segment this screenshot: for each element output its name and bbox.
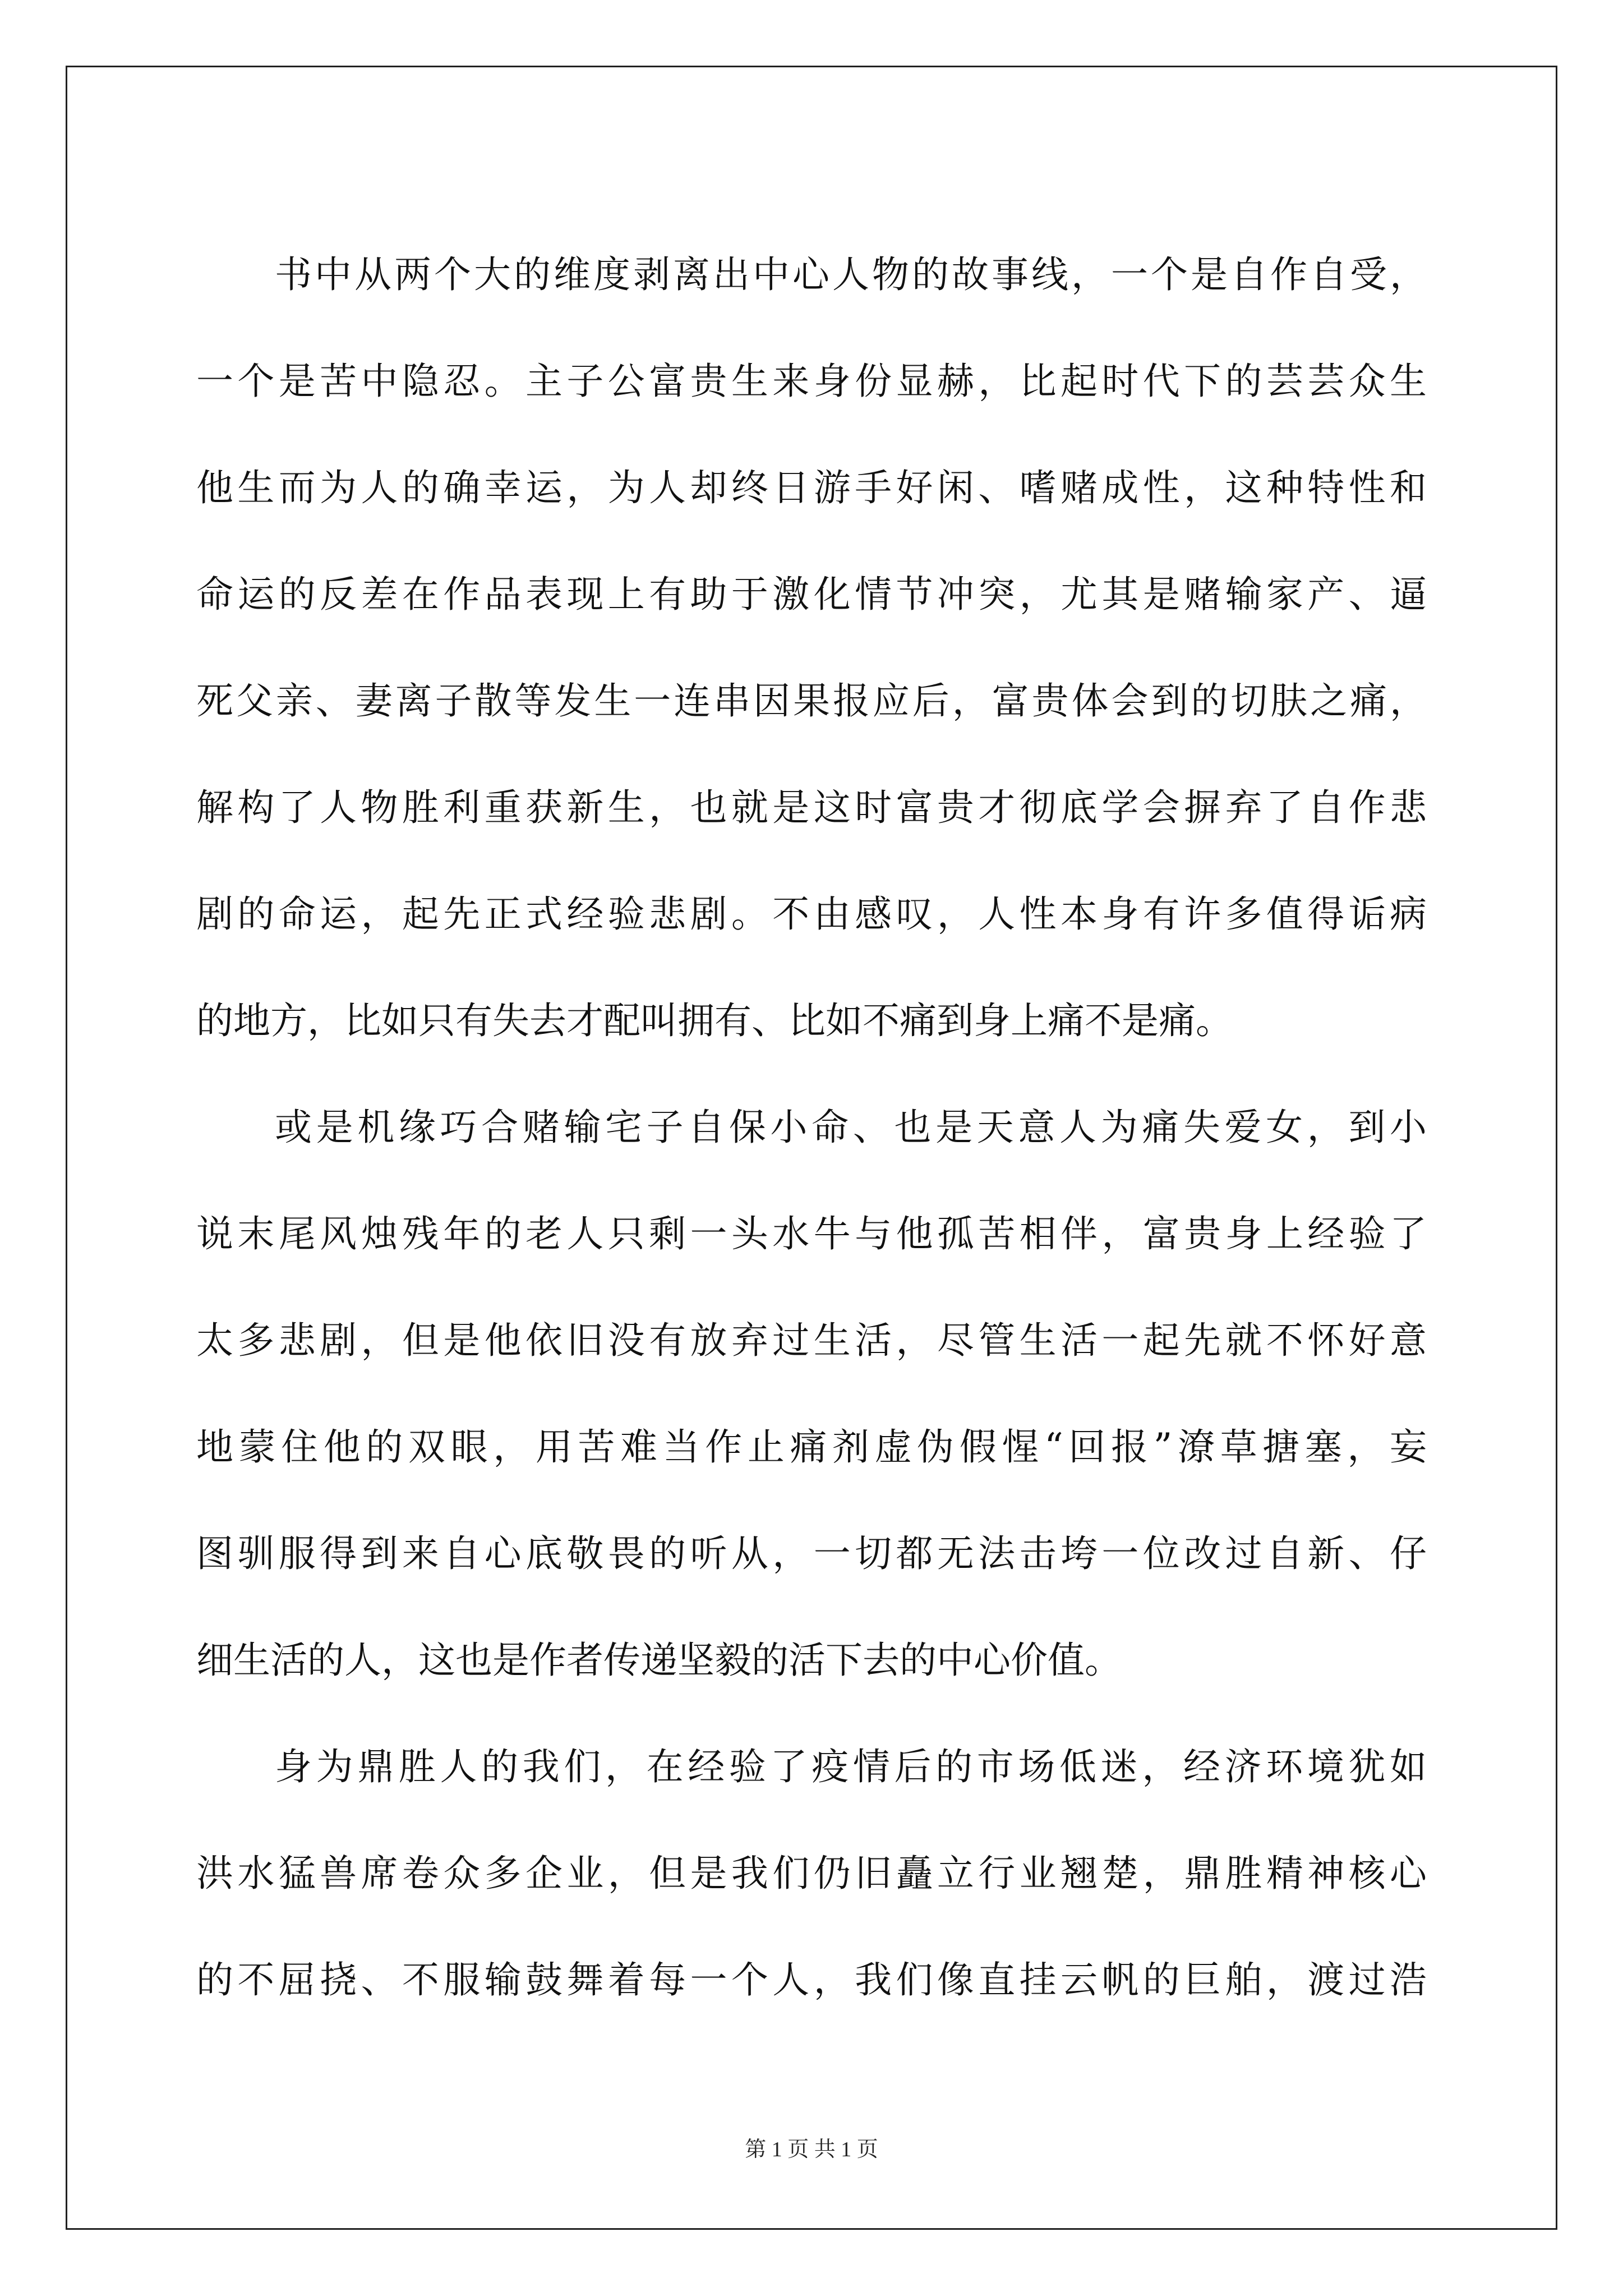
text-line: 剧的命运，起先正式经验悲剧。不由感叹，人性本身有许多值得诟病 [196, 892, 1427, 936]
text-line: 说末尾风烛残年的老人只剩一头水牛与他孤苦相伴，富贵身上经验了 [196, 1212, 1427, 1255]
text-line: 洪水猛兽席卷众多企业，但是我们仍旧矗立行业翘楚，鼎胜精神核心 [196, 1852, 1427, 1895]
text-line: 图驯服得到来自心底敬畏的听从，一切都无法击垮一位改过自新、仔 [196, 1532, 1427, 1575]
document-body [196, 222, 1427, 2033]
text-line: 他生而为人的确幸运，为人却终日游手好闲、嗜赌成性，这种特性和 [196, 466, 1427, 509]
text-line: 死父亲、妻离子散等发生一连串因果报应后，富贵体会到的切肤之痛， [196, 679, 1427, 723]
text-line: 的地方，比如只有失去才配叫拥有、比如不痛到身上痛不是痛。 [196, 999, 1233, 1042]
text-line: 身为鼎胜人的我们，在经验了疫情后的市场低迷，经济环境犹如 [275, 1745, 1427, 1788]
text-line: 的不屈挠、不服输鼓舞着每一个人，我们像直挂云帆的巨舶，渡过浩 [196, 1958, 1427, 2001]
text-line: 命运的反差在作品表现上有助于激化情节冲突，尤其是赌输家产、逼 [196, 573, 1427, 616]
text-line: 或是机缘巧合赌输宅子自保小命、也是天意人为痛失爱女，到小 [275, 1106, 1427, 1149]
text-line: 解构了人物胜利重获新生，也就是这时富贵才彻底学会摒弃了自作悲 [196, 786, 1427, 829]
page-footer: 第 1 页 共 1 页 [745, 2138, 878, 2161]
text-line: 地蒙住他的双眼，用苦难当作止痛剂虚伪假惺“回报”潦草搪塞，妄 [196, 1425, 1427, 1469]
text-line: 一个是苦中隐忍。主子公富贵生来身份显赫，比起时代下的芸芸众生 [196, 360, 1427, 403]
text-line: 书中从两个大的维度剥离出中心人物的故事线，一个是自作自受， [275, 253, 1427, 296]
text-line: 细生活的人，这也是作者传递坚毅的活下去的中心价值。 [196, 1639, 1122, 1682]
text-line: 太多悲剧，但是他依旧没有放弃过生活，尽管生活一起先就不怀好意 [196, 1319, 1427, 1362]
